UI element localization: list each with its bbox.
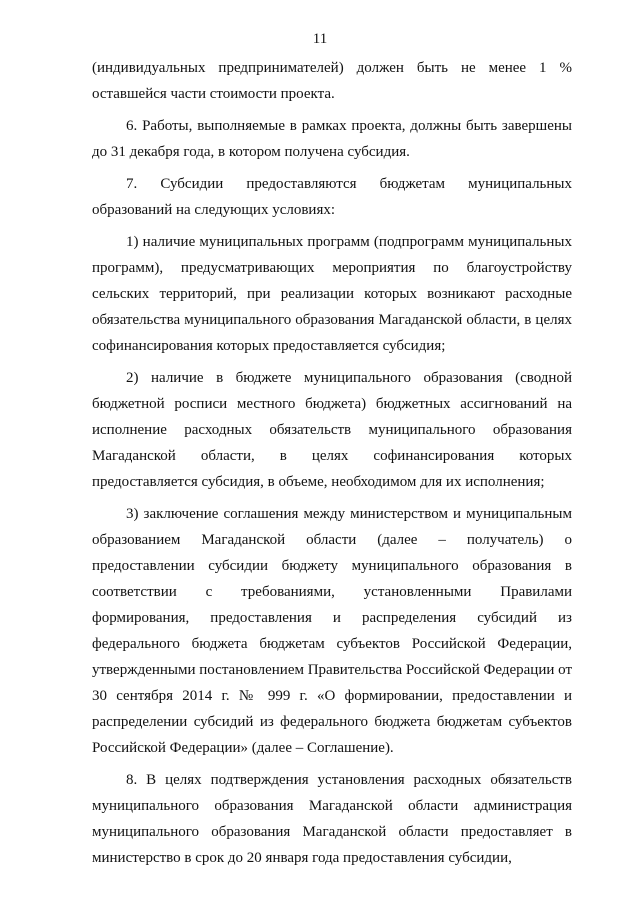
paragraph-continuation: (индивидуальных предпринимателей) должен быть не менее 1 % оставшейся части стоимости проекта.	[92, 60, 572, 102]
paragraph-7-item-1: 1) наличие муниципальных программ (подпрограмм муниципальных программ), предусматривающих мероприятия по благоустройству сельских территорий, при реализации которых возникают расходные обязательства муниципального образования Магаданской области, в целях софинансирования которых предоставляется субсидия;	[92, 234, 572, 354]
paragraph-7-item-3: 3) заключение соглашения между министерством и муниципальным образованием Магаданской области (далее – получатель) о предоставлении субсидии бюджету муниципального образования в соответствии с требованиями, установленными Правилами формирования, предоставления и распределения субсидий из федерального бюджета бюджетам субъектов Российской Федерации, утвержденными постановлением Правительства Российской Федерации от 30 сентября 2014 г. № 999 г. «О формировании, предоставлении и распределении субсидий из федерального бюджета бюджетам субъектов Российской Федерации» (далее – Соглашение).	[92, 506, 572, 756]
paragraph-6: 6. Работы, выполняемые в рамках проекта, должны быть завершены до 31 декабря года, в котором получена субсидия.	[92, 118, 572, 160]
paragraph-8: 8. В целях подтверждения установления расходных обязательств муниципального образования Магаданской области администрация муниципального образования Магаданской области предоставляет в министерство в срок до 20 января года предоставления субсидии,	[92, 772, 572, 866]
page-number: 11	[312, 31, 328, 47]
paragraph-7-item-2: 2) наличие в бюджете муниципального образования (сводной бюджетной росписи местного бюджета) бюджетных ассигнований на исполнение расходных обязательств муниципального образования Магаданской области, в целях софинансирования которых предоставляется субсидия, в объеме, необходимом для их исполнения;	[92, 370, 572, 490]
document-body	[92, 55, 572, 877]
paragraph-7: 7. Субсидии предоставляются бюджетам муниципальных образований на следующих условиях:	[92, 176, 572, 218]
